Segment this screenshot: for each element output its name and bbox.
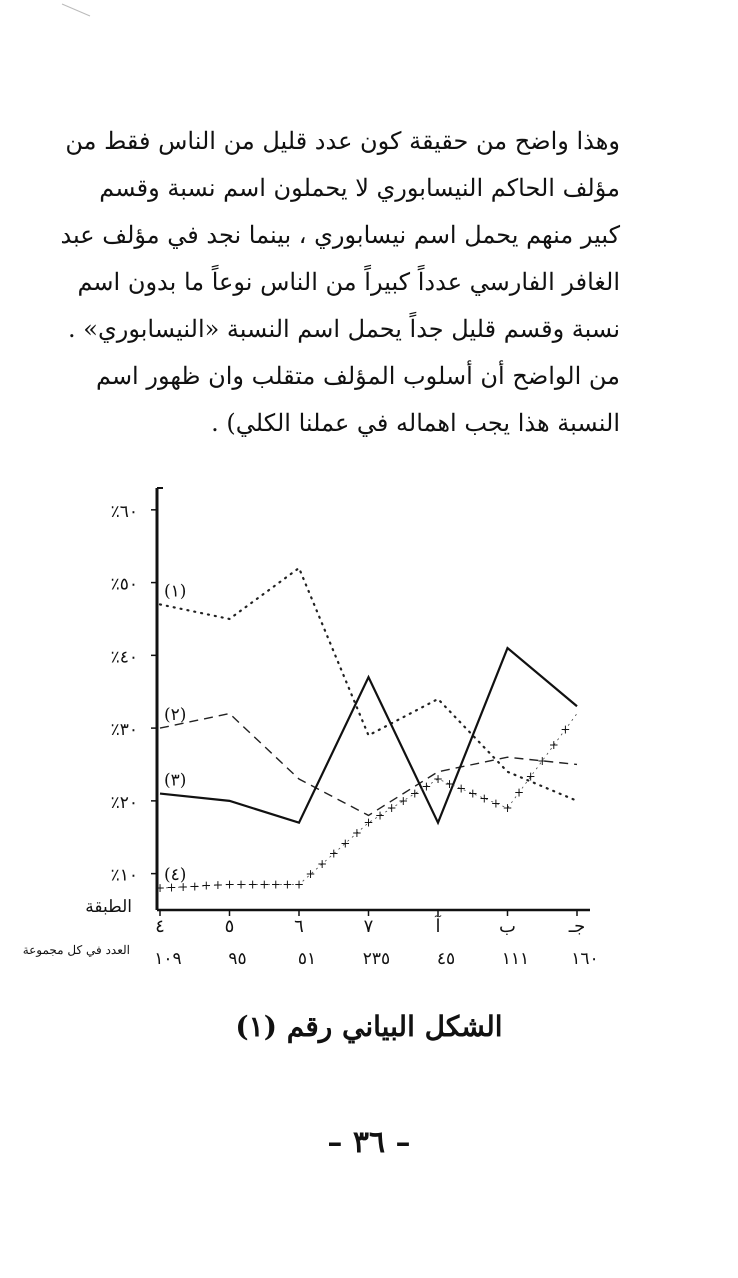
body-paragraph [55,118,620,447]
y-tick-label: ٪٦٠ [110,501,138,522]
x-count-label: ١٦٠ [571,949,599,969]
y-tick-label: ٪٣٠ [110,720,138,741]
series-4-cross-marker: + [386,801,397,816]
x-tick-label: آ [435,916,441,937]
x-count-label: ٩٥ [228,949,247,969]
paragraph-line-4: الغافر الفارسي عدداً كبيراً من الناس نوعاً ما بدون اسم [77,268,620,296]
series-4-cross-marker: + [409,786,420,801]
y-tick-label: ٪٥٠ [110,574,138,595]
series-4-cross-marker: + [537,753,548,768]
series-label-2: (٢) [164,705,187,726]
series-4-cross-marker: + [340,836,351,851]
series-4-cross-marker: + [351,825,362,840]
figure-caption: الشكل البياني رقم (١) [235,1010,503,1043]
series-4-cross-marker: + [363,815,374,830]
series-4-cross-marker: + [560,722,571,737]
paragraph-line-2: مؤلف الحاكم النيسابوري لا يحملون اسم نسبة وقسم [99,174,620,202]
series-4-cross-marker: + [490,796,501,811]
page-number: – ٣٦ – [327,1125,411,1160]
series-4-cross-marker: + [548,738,559,753]
series-4-cross-marker: + [444,776,455,791]
chart-labels [23,502,599,969]
series-label-4: (٤) [164,865,187,886]
series-4-cross-marker: + [189,879,200,894]
paragraph-line-5: نسبة وقسم قليل جداً يحمل اسم النسبة «النيسابوري» . [68,315,620,343]
paragraph-line-6: من الواضح أن أسلوب المؤلف متقلب وان ظهور اسم [95,362,620,390]
x-count-label: ٢٣٥ [362,949,391,969]
series-4-cross-marker: + [201,878,212,893]
y-tick-label: ٪٢٠ [110,792,138,813]
series-4-cross-marker: + [514,785,525,800]
line-chart [0,470,738,990]
series-4-cross-marker: + [317,856,328,871]
series-label-3: (٣) [164,770,187,791]
series-label-1: (١) [164,581,187,602]
series-4-cross-marker: + [502,801,513,816]
series-4-cross-marker: + [166,880,177,895]
series-4-cross-marker: + [178,879,189,894]
x-secondary-axis-label: العدد في كل مجموعة [22,943,130,957]
series-4-cross-marker: + [421,779,432,794]
x-tick-label: ٦ [294,916,304,937]
series-4-cross-marker: + [247,877,258,892]
series-4-cross-marker: + [154,881,166,896]
x-tick-label: جـ [568,916,586,937]
series-4-cross-marker: + [259,877,270,892]
scan-artifact-mark [60,0,100,20]
series-4-cross-marker: + [456,781,467,796]
series-4-cross-marker: + [305,867,316,882]
x-count-label: ٤٥ [436,949,456,969]
x-tick-label: ٤ [155,916,165,937]
y-tick-label: ٪٤٠ [110,647,138,668]
series-4-cross-marker: + [328,846,339,861]
y-tick-label: ٪١٠ [110,865,138,886]
series-4-cross-marker: + [270,877,281,892]
series-4-cross-marker: + [212,878,223,893]
series-4-cross-marker: + [282,877,293,892]
series-4-cross-marker: + [375,808,386,823]
x-tick-label: ب [499,916,516,937]
series-4-cross-marker: + [432,772,444,787]
series-4-cross-marker: + [293,877,305,892]
x-tick-label: ٥ [224,916,235,937]
series-4-cross-marker: + [224,877,235,892]
paragraph-line-3: كبير منهم يحمل اسم نيسابوري ، بينما نجد في مؤلف عبد [60,221,620,249]
paragraph-line-1: وهذا واضح من حقيقة كون عدد قليل من الناس فقط من [65,127,620,155]
series-4-cross-marker: + [479,791,490,806]
x-tick-label: ٧ [363,916,374,937]
series-4-cross-marker: + [467,786,478,801]
series-4-cross-marker: + [525,769,536,784]
x-count-label: ١٠٩ [154,949,182,969]
paragraph-line-7: النسبة هذا يجب اهماله في عملنا الكلي) . [211,409,620,437]
x-count-label: ١١١ [501,949,530,969]
series-4-cross-marker: + [398,793,409,808]
x-count-label: ٥١ [297,949,317,969]
chart-series [155,568,577,895]
series-4-cross-marker: + [236,877,247,892]
chart-axes [151,488,590,916]
series-line-1 [160,568,577,801]
x-axis-label: الطبقة [85,897,132,917]
